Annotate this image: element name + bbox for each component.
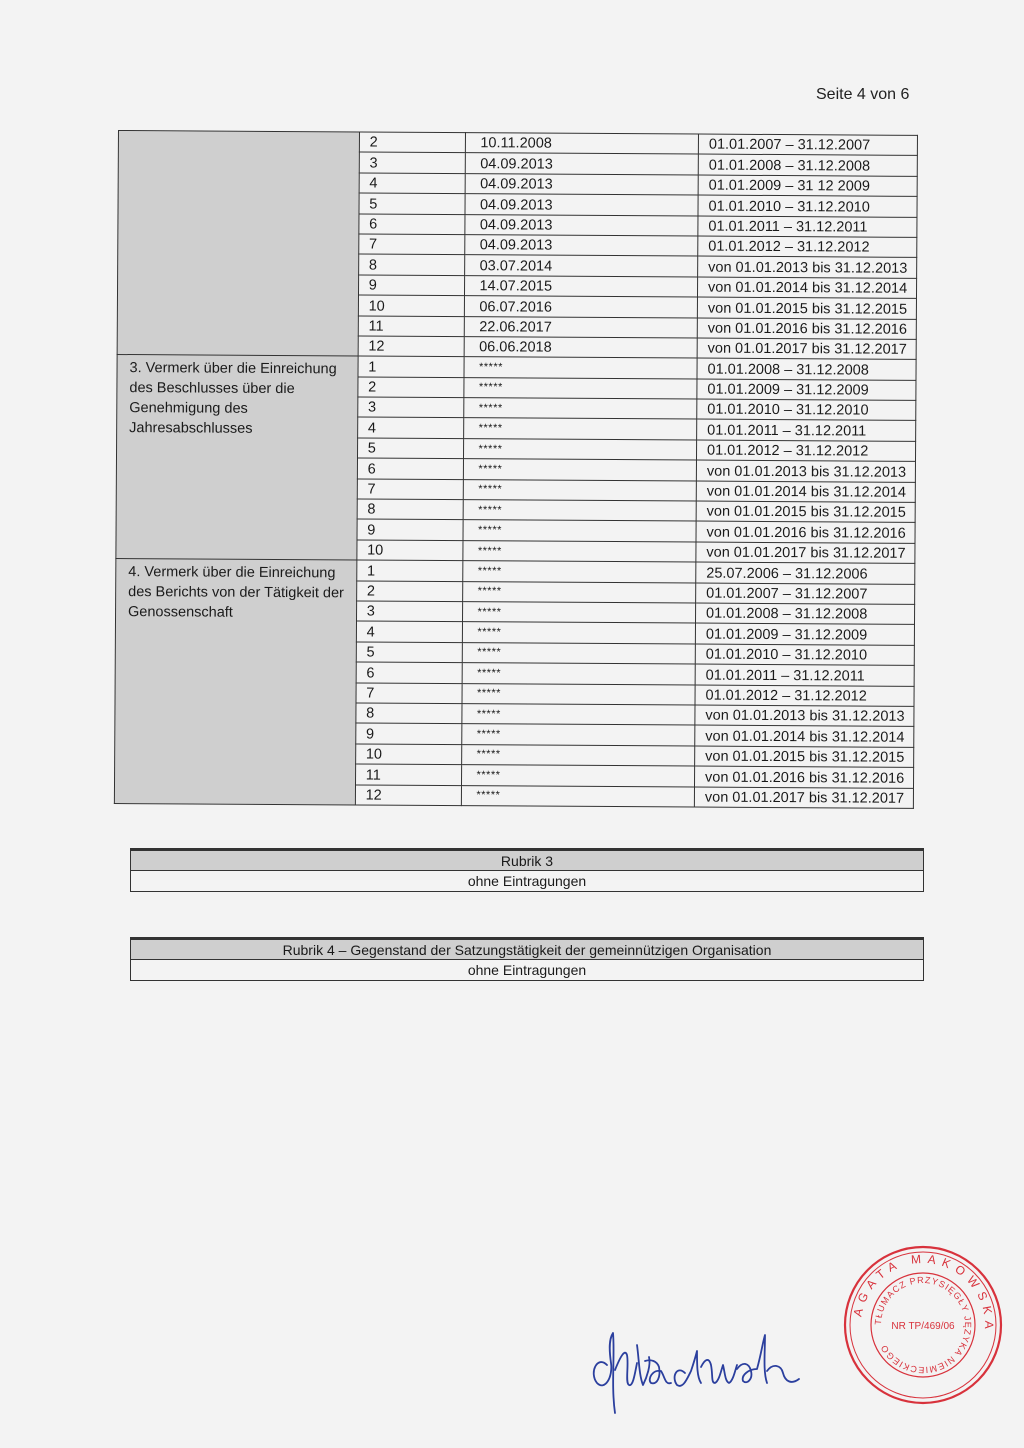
translator-stamp xyxy=(838,1240,1008,1410)
entry-number: 7 xyxy=(357,479,464,500)
entry-number: 6 xyxy=(359,214,466,235)
entry-number: 8 xyxy=(356,703,463,724)
stamp-number: NR TP/469/06 xyxy=(891,1321,955,1332)
entry-number: 7 xyxy=(356,683,463,704)
entry-number: 2 xyxy=(358,377,465,398)
stamp-inner-text: TŁUMACZ PRZYSIĘGŁY JĘZYKA NIEMIECKIEGO xyxy=(872,1274,974,1376)
entry-number: 9 xyxy=(357,519,464,540)
fiscal-period: von 01.01.2016 bis 31.12.2016 xyxy=(697,318,916,340)
entry-number: 9 xyxy=(358,275,465,296)
fiscal-period: von 01.01.2017 bis 31.12.2017 xyxy=(696,542,915,564)
filing-date: 04.09.2013 xyxy=(465,235,698,257)
fiscal-period: 01.01.2012 – 31.12.2012 xyxy=(698,236,917,258)
filing-date: 14.07.2015 xyxy=(465,275,698,297)
filing-date: ***** xyxy=(464,479,697,501)
filing-date: 04.09.2013 xyxy=(465,214,698,236)
filing-date: ***** xyxy=(463,663,696,685)
fiscal-period: von 01.01.2014 bis 31.12.2014 xyxy=(696,481,915,503)
fiscal-period: von 01.01.2015 bis 31.12.2015 xyxy=(695,746,914,768)
register-table xyxy=(114,130,918,809)
filing-date: ***** xyxy=(464,377,697,399)
entry-number: 2 xyxy=(359,132,466,153)
fiscal-period: von 01.01.2013 bis 31.12.2013 xyxy=(695,705,914,727)
fiscal-period: 01.01.2009 – 31 12 2009 xyxy=(698,175,917,197)
entry-number: 12 xyxy=(358,336,465,357)
filing-date: ***** xyxy=(464,398,697,420)
fiscal-period: 01.01.2011 – 31.12.2011 xyxy=(698,216,917,238)
fiscal-period: 01.01.2009 – 31.12.2009 xyxy=(697,379,916,401)
filing-date: ***** xyxy=(462,724,695,746)
entry-number: 2 xyxy=(356,581,463,602)
entry-number: 4 xyxy=(357,417,464,438)
fiscal-period: von 01.01.2013 bis 31.12.2013 xyxy=(696,460,915,482)
entry-number: 11 xyxy=(358,315,465,336)
entry-number: 6 xyxy=(356,662,463,683)
fiscal-period: von 01.01.2014 bis 31.12.2014 xyxy=(697,277,916,299)
filing-date: ***** xyxy=(462,744,695,766)
entry-number: 3 xyxy=(356,601,463,622)
fiscal-period: 01.01.2007 – 31.12.2007 xyxy=(696,583,915,605)
entry-number: 10 xyxy=(358,295,465,316)
filing-date: 03.07.2014 xyxy=(465,255,698,277)
filing-date: ***** xyxy=(464,438,697,460)
entry-number: 7 xyxy=(358,234,465,255)
section-label xyxy=(117,131,359,357)
filing-date: ***** xyxy=(463,561,696,583)
entry-number: 5 xyxy=(356,642,463,663)
fiscal-period: 01.01.2008 – 31.12.2008 xyxy=(698,154,917,176)
fiscal-period: von 01.01.2016 bis 31.12.2016 xyxy=(696,521,915,543)
fiscal-period: 01.01.2011 – 31.12.2011 xyxy=(697,420,916,442)
fiscal-period: von 01.01.2016 bis 31.12.2016 xyxy=(694,766,913,788)
section-label: 4. Vermerk über die Einreichung des Berichts von der Tätigkeit der Genossenschaft xyxy=(114,559,356,805)
entry-number: 5 xyxy=(359,193,466,214)
section-label: 3. Vermerk über die Einreichung des Beschlusses über die Genehmigung des Jahresabschlusses xyxy=(116,355,358,560)
filing-date: ***** xyxy=(464,459,697,481)
fiscal-period: von 01.01.2017 bis 31.12.2017 xyxy=(697,338,916,360)
table-row xyxy=(117,355,916,380)
filing-date: ***** xyxy=(464,500,697,522)
register-table-body xyxy=(114,131,917,809)
fiscal-period: von 01.01.2015 bis 31.12.2015 xyxy=(697,297,916,319)
table-row xyxy=(116,559,915,584)
entry-number: 8 xyxy=(358,254,465,275)
fiscal-period: 01.01.2008 – 31.12.2008 xyxy=(697,358,916,380)
rubrik-3-title: Rubrik 3 xyxy=(131,851,923,871)
handwritten-signature xyxy=(585,1325,815,1420)
entry-number: 6 xyxy=(357,458,464,479)
filing-date: ***** xyxy=(464,357,697,379)
fiscal-period: 01.01.2007 – 31.12.2007 xyxy=(698,134,917,156)
fiscal-period: 01.01.2010 – 31.12.2010 xyxy=(698,195,917,217)
filing-date: 06.07.2016 xyxy=(465,296,698,318)
fiscal-period: 25.07.2006 – 31.12.2006 xyxy=(696,562,915,584)
filing-date: ***** xyxy=(463,581,696,603)
stamp-outer-text: AGATA MAKOWSKA xyxy=(850,1251,997,1336)
filing-date: ***** xyxy=(462,704,695,726)
fiscal-period: von 01.01.2017 bis 31.12.2017 xyxy=(694,787,913,809)
entry-number: 8 xyxy=(357,499,464,520)
entry-number: 12 xyxy=(355,784,462,805)
filing-date: 06.06.2018 xyxy=(465,337,698,359)
fiscal-period: 01.01.2008 – 31.12.2008 xyxy=(695,603,914,625)
entry-number: 1 xyxy=(356,560,463,581)
filing-date: ***** xyxy=(463,520,696,542)
page-number: Seite 4 von 6 xyxy=(816,86,910,103)
fiscal-period: 01.01.2009 – 31.12.2009 xyxy=(695,623,914,645)
fiscal-period: von 01.01.2015 bis 31.12.2015 xyxy=(696,501,915,523)
filing-date: ***** xyxy=(462,785,695,807)
entry-number: 10 xyxy=(357,540,464,561)
rubrik-4-title: Rubrik 4 – Gegenstand der Satzungstätigkeit der gemeinnützigen Organisation xyxy=(131,940,923,960)
fiscal-period: 01.01.2011 – 31.12.2011 xyxy=(695,664,914,686)
filing-date: 04.09.2013 xyxy=(466,153,699,175)
fiscal-period: 01.01.2012 – 31.12.2012 xyxy=(695,685,914,707)
entry-number: 4 xyxy=(359,173,466,194)
entry-number: 3 xyxy=(359,152,466,173)
fiscal-period: 01.01.2012 – 31.12.2012 xyxy=(696,440,915,462)
fiscal-period: von 01.01.2013 bis 31.12.2013 xyxy=(698,256,917,278)
filing-date: ***** xyxy=(462,765,695,787)
filing-date: 04.09.2013 xyxy=(465,194,698,216)
filing-date: 22.06.2017 xyxy=(465,316,698,338)
filing-date: ***** xyxy=(462,683,695,705)
fiscal-period: 01.01.2010 – 31.12.2010 xyxy=(695,644,914,666)
fiscal-period: 01.01.2010 – 31.12.2010 xyxy=(697,399,916,421)
filing-date: 04.09.2013 xyxy=(466,173,699,195)
filing-date: ***** xyxy=(464,418,697,440)
entry-number: 1 xyxy=(358,356,465,377)
filing-date: ***** xyxy=(463,602,696,624)
rubrik-3-value: ohne Eintragungen xyxy=(131,871,923,891)
rubrik-4-box xyxy=(130,937,924,981)
fiscal-period: von 01.01.2014 bis 31.12.2014 xyxy=(695,725,914,747)
entry-number: 4 xyxy=(356,621,463,642)
table-row xyxy=(118,131,917,156)
filing-date: ***** xyxy=(463,622,696,644)
entry-number: 9 xyxy=(355,723,462,744)
rubrik-3-box xyxy=(130,848,924,892)
rubrik-4-value: ohne Eintragungen xyxy=(131,960,923,980)
entry-number: 10 xyxy=(355,744,462,765)
entry-number: 3 xyxy=(357,397,464,418)
entry-number: 11 xyxy=(355,764,462,785)
filing-date: ***** xyxy=(463,642,696,664)
filing-date: 10.11.2008 xyxy=(466,133,699,155)
filing-date: ***** xyxy=(463,540,696,562)
entry-number: 5 xyxy=(357,438,464,459)
